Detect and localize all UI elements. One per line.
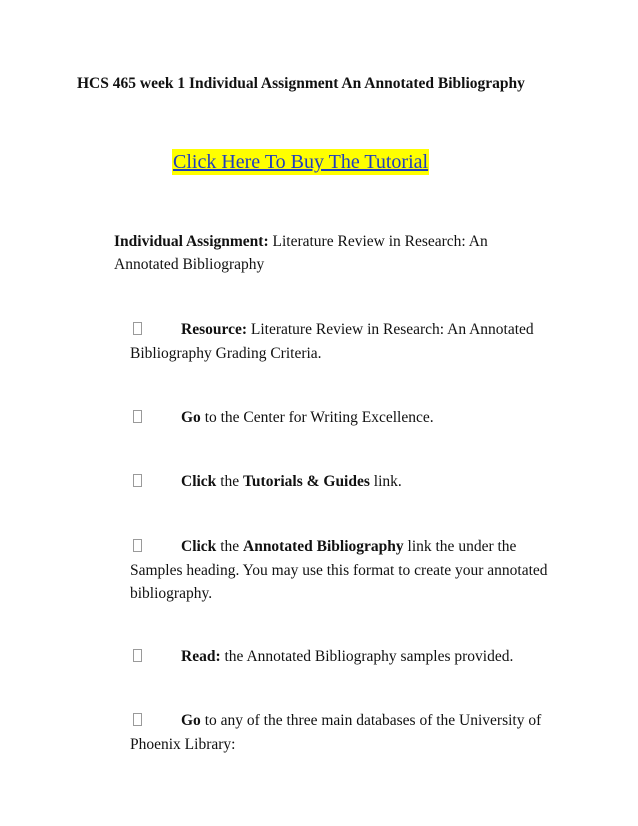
step-text: to the Center for Writing Excellence. bbox=[200, 409, 434, 426]
step-text: to any of the three main databases of the University of Phoenix Library: bbox=[130, 712, 542, 753]
bullet-icon bbox=[130, 646, 181, 669]
step-keyword: Click bbox=[181, 538, 217, 555]
intro-label: Individual Assignment: bbox=[114, 233, 269, 250]
step-click-tutorials bbox=[130, 470, 550, 494]
step-keyword: Read: bbox=[181, 648, 221, 665]
step-text-before: the bbox=[216, 473, 243, 490]
step-text-after: link. bbox=[369, 473, 402, 490]
assignment-intro bbox=[114, 230, 534, 276]
step-keyword: Go bbox=[181, 409, 201, 426]
step-go-library bbox=[130, 709, 550, 756]
step-text: Literature Review in Research: An Annotated Bibliography Grading Criteria. bbox=[130, 321, 534, 362]
bullet-icon bbox=[130, 536, 181, 559]
step-keyword: Resource: bbox=[181, 321, 247, 338]
bullet-icon bbox=[130, 710, 181, 733]
step-go-center bbox=[130, 406, 550, 430]
bullet-icon bbox=[130, 471, 181, 494]
step-text-before: the bbox=[216, 538, 243, 555]
step-click-annotated bbox=[130, 535, 550, 605]
bullet-icon bbox=[130, 407, 181, 430]
step-resource bbox=[130, 318, 550, 365]
step-emphasis: Annotated Bibliography bbox=[243, 538, 404, 555]
buy-tutorial-link[interactable]: Click Here To Buy The Tutorial bbox=[173, 151, 429, 173]
step-keyword: Go bbox=[181, 712, 201, 729]
bullet-icon bbox=[130, 319, 181, 342]
step-keyword: Click bbox=[181, 473, 217, 490]
step-text: the Annotated Bibliography samples provided. bbox=[220, 648, 514, 665]
document-title: HCS 465 week 1 Individual Assignment An Annotated Bibliography bbox=[77, 75, 525, 92]
step-read bbox=[130, 645, 550, 669]
intro-text: Literature Review in Research: An Annotated Bibliography bbox=[114, 233, 488, 273]
step-emphasis: Tutorials & Guides bbox=[243, 473, 370, 490]
step-text-after: link the under the Samples heading. You may use this format to create your annotated bibliography. bbox=[130, 538, 548, 602]
